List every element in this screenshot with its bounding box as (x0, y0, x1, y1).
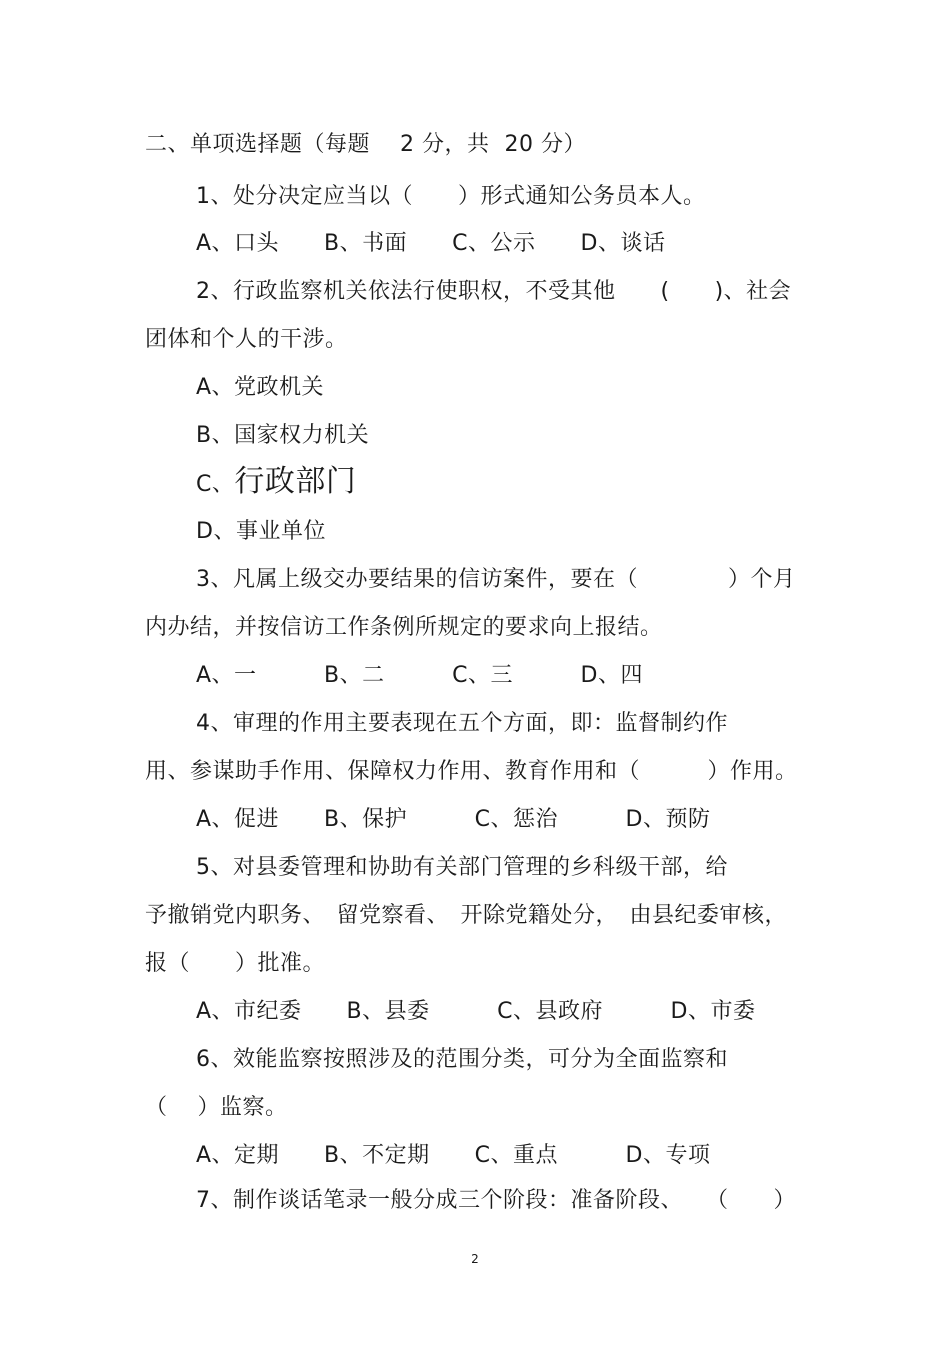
q2-option-a: A、党政机关 (196, 375, 325, 400)
q2-option-c-text: 行政部门 (234, 464, 357, 499)
q2-option-c (196, 464, 356, 500)
q4-stem-line1: 4、审理的作用主要表现在五个方面，即：监督制约作 (196, 711, 728, 736)
q6-options: A、定期 B、不定期 C、重点 D、专项 (196, 1143, 711, 1168)
q5-stem-line2: 予撤销党内职务、 留党察看、 开除党籍处分， 由县纪委审核， (145, 903, 788, 928)
q5-stem-line1: 5、对县委管理和协助有关部门管理的乡科级干部，给 (196, 855, 728, 880)
q5-stem-line3: 报（ ）批准。 (145, 951, 326, 976)
q7-stem-line1: 7、制作谈话笔录一般分成三个阶段：准备阶段、 （ ） (196, 1188, 796, 1213)
section-title: 二、单项选择题（每题 2 分，共 20 分） (145, 132, 586, 157)
q5-options: A、市纪委 B、县委 C、县政府 D、市委 (196, 999, 756, 1024)
q3-stem-line2: 内办结，并按信访工作条例所规定的要求向上报结。 (145, 615, 663, 640)
q3-options: A、一 B、二 C、三 D、四 (196, 663, 643, 688)
q2-stem-line2: 团体和个人的干涉。 (145, 327, 348, 352)
q4-options: A、促进 B、保护 C、惩治 D、预防 (196, 807, 711, 832)
q1-stem: 1、处分决定应当以（ ）形式通知公务员本人。 (196, 184, 706, 209)
q2-stem-line1: 2、行政监察机关依法行使职权，不受其他 ( )、社会 (196, 279, 792, 304)
q2-option-d: D、事业单位 (196, 519, 326, 544)
q2-option-c-letter: C、 (196, 472, 235, 497)
q1-options: A、口头 B、书面 C、公示 D、谈话 (196, 231, 666, 256)
q3-stem-line1: 3、凡属上级交办要结果的信访案件，要在（ ）个月 (196, 567, 796, 592)
q6-stem-line1: 6、效能监察按照涉及的范围分类，可分为全面监察和 (196, 1047, 728, 1072)
page-number: 2 (471, 1252, 479, 1266)
q2-option-b: B、国家权力机关 (196, 423, 370, 448)
q4-stem-line2: 用、参谋助手作用、保障权力作用、教育作用和（ ）作用。 (145, 759, 798, 784)
q6-stem-line2: （ ）监察。 (145, 1095, 288, 1120)
